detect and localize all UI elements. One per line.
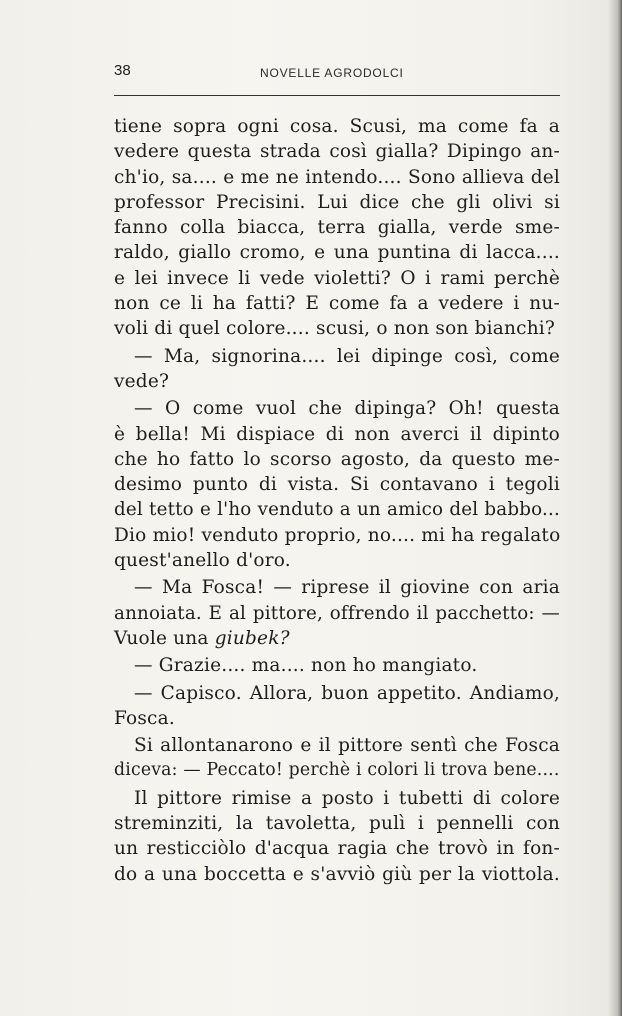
text-line: un resticciòlo d'acqua ragia che trovò in fon-: [114, 838, 560, 860]
text-line: Fosca.: [114, 707, 175, 729]
page-edge-shadow: [608, 0, 622, 1016]
paragraph: [114, 344, 560, 395]
running-title: NOVELLE AGRODOLCI: [260, 66, 404, 80]
paragraph: [114, 575, 560, 651]
paragraph: [114, 396, 560, 573]
text-line: — O come vuol che dipinga? Oh! questa: [134, 398, 560, 420]
text-line: e lei invece li vede violetti? O i rami perchè: [114, 267, 560, 289]
paragraph: [114, 733, 560, 784]
text-line: fanno colla biacca, terra gialla, verde sme-: [114, 217, 560, 239]
paragraph: [114, 681, 560, 732]
text-line: raldo, giallo cromo, e una puntina di lacca....: [114, 242, 560, 264]
text-line: — Grazie.... ma.... non ho mangiato.: [134, 655, 478, 677]
text-line: — Ma, signorina.... lei dipinge così, come: [134, 345, 560, 367]
text-fragment: Vuole una: [114, 627, 209, 649]
text-line: streminziti, la tavoletta, pulì i pennelli con: [114, 813, 560, 835]
text-line: — Ma Fosca! — riprese il giovine con aria: [134, 577, 560, 599]
page-number: 38: [114, 62, 131, 79]
text-line: del tetto e l'ho venduto a un amico del babbo...: [114, 499, 560, 521]
text-line: vede?: [114, 370, 170, 392]
text-line: è bella! Mi dispiace di non averci il dipinto: [114, 423, 560, 445]
text-line: annoiata. E al pittore, offrendo il pacchetto: —: [114, 602, 560, 624]
text-line: professor Precisini. Lui dice che gli olivi si: [114, 191, 560, 213]
text-line: diceva: — Peccato! perchè i colori li trova bene....: [114, 760, 560, 781]
text-line: voli di quel colore.... scusi, o non son bianchi?: [114, 318, 556, 340]
paragraph: [114, 114, 560, 342]
text-line: Si allontanarono e il pittore sentì che Fosca: [134, 735, 560, 757]
text-line: desimo punto di vista. Si contavano i tegoli: [114, 474, 560, 496]
paragraph: [114, 653, 560, 678]
header-rule: [114, 95, 560, 96]
italic-word: giubek?: [214, 627, 290, 649]
text-line: tiene sopra ogni cosa. Scusi, ma come fa a: [114, 116, 560, 137]
text-line: Il pittore rimise a posto i tubetti di colore: [134, 787, 560, 809]
text-line: — Capisco. Allora, buon appetito. Andiamo,: [134, 682, 560, 704]
paragraph: [114, 786, 560, 887]
text-line: vedere questa strada così gialla? Dipingo an-: [114, 141, 560, 163]
text-line: quest'anello d'oro.: [114, 550, 291, 572]
page-header: [114, 60, 560, 86]
text-line: che ho fatto lo scorso agosto, da questo me-: [114, 448, 560, 470]
text-line: [114, 626, 560, 651]
text-line: do a una boccetta e s'avviò giù per la viottola.: [114, 863, 560, 885]
text-line: Dio mio! venduto proprio, no.... mi ha regalato: [114, 524, 561, 546]
text-line: non ce li ha fatti? E come fa a vedere i nu-: [114, 293, 560, 315]
body-text: [114, 114, 560, 889]
text-line: ch'io, sa.... e me ne intendo.... Sono allieva del: [114, 166, 560, 188]
